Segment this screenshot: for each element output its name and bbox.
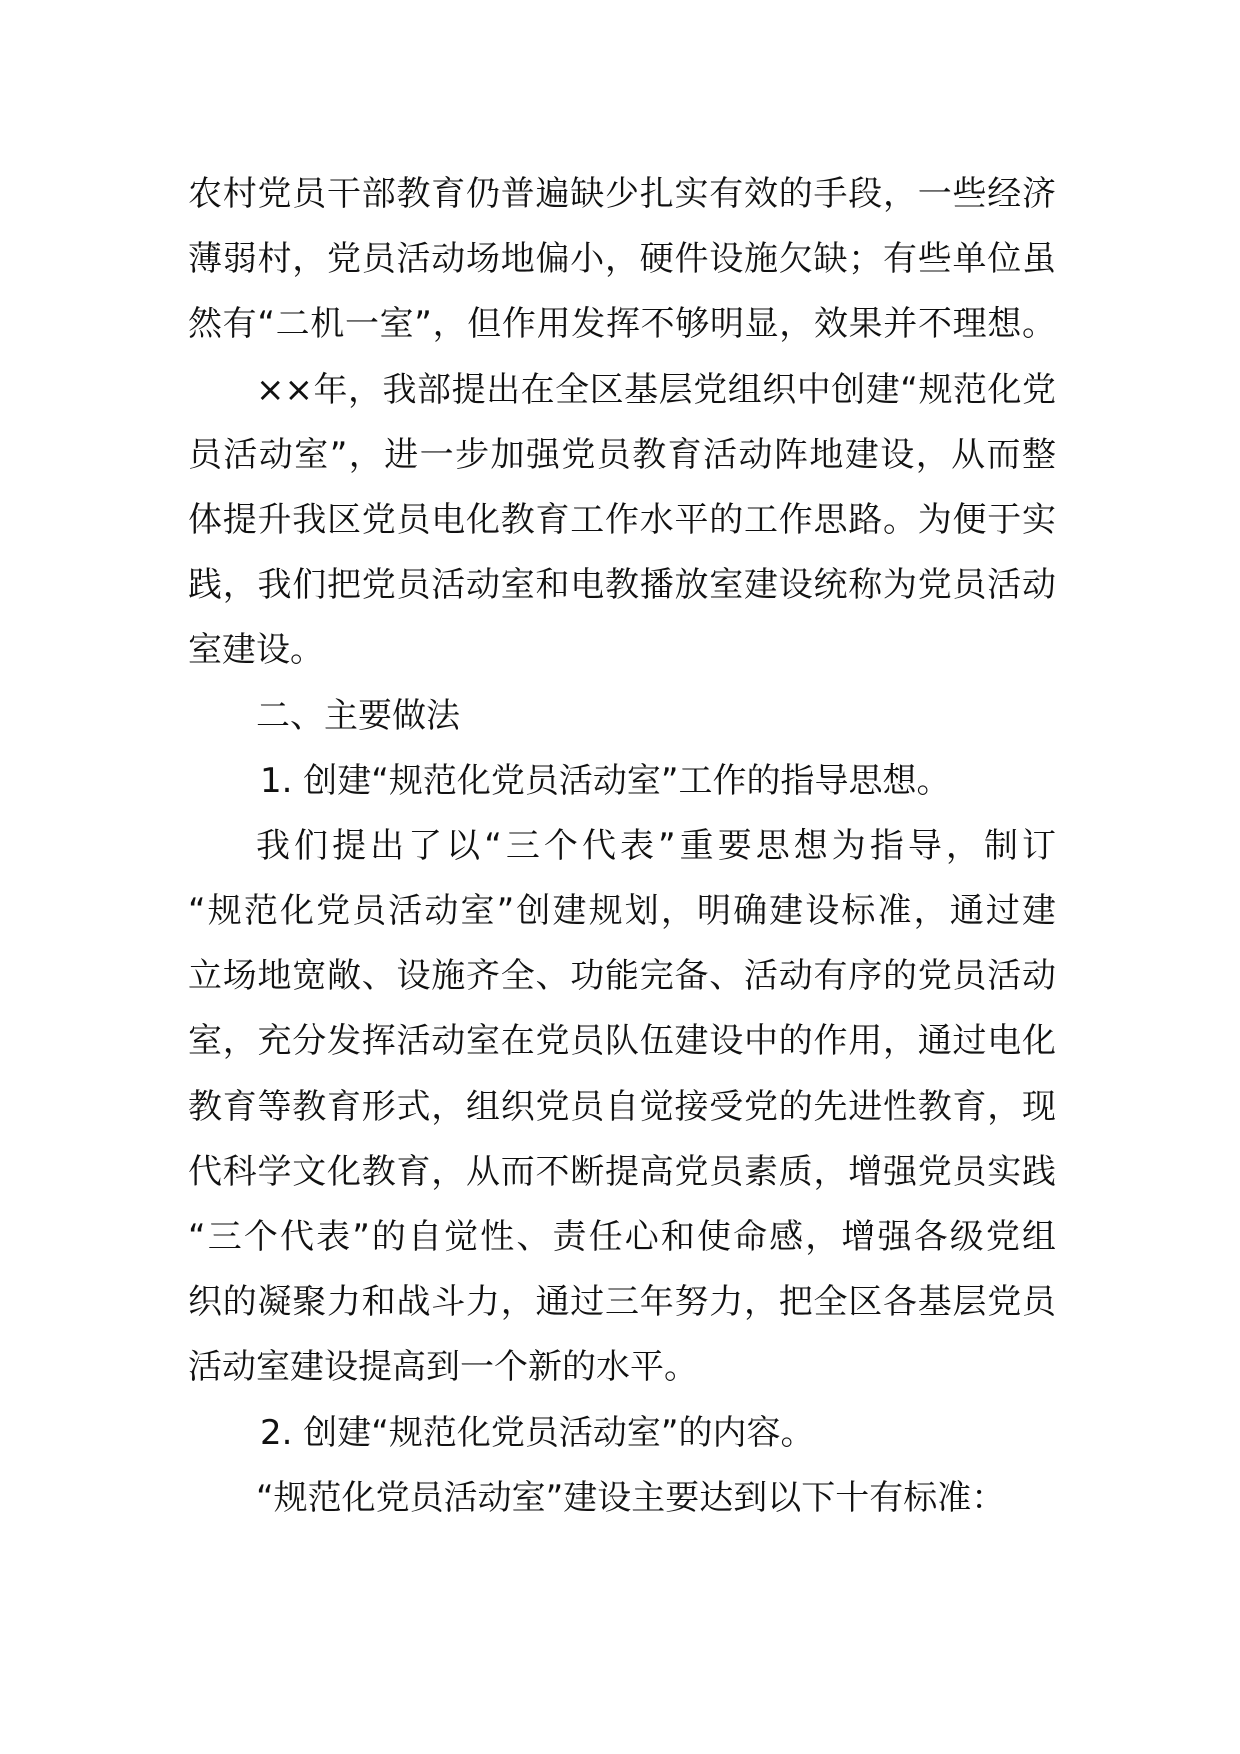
text-line: 织的凝聚力和战斗力，通过三年努力，把全区各基层党员 [188,1282,1056,1323]
text-line: 代科学文化教育，从而不断提高党员素质，增强党员实践 [188,1151,1056,1192]
text-line: 薄弱村，党员活动场地偏小，硬件设施欠缺；有些单位虽 [188,239,1056,280]
paragraph-start-line: “规范化党员活动室”建设主要达到以下十有标准： [256,1477,1006,1518]
text-line: 教育等教育形式，组织党员自觉接受党的先进性教育，现 [188,1086,1056,1127]
text-line: 室建设。 [188,630,324,671]
text-line: 然有“二机一室”，但作用发挥不够明显，效果并不理想。 [188,304,1056,345]
text-line: 立场地宽敞、设施齐全、功能完备、活动有序的党员活动 [188,956,1056,997]
text-line: 室，充分发挥活动室在党员队伍建设中的作用，通过电化 [188,1021,1056,1062]
text-line: “规范化党员活动室”创建规划，明确建设标准，通过建 [188,891,1056,932]
text-line: 体提升我区党员电化教育工作水平的工作思路。为便于实 [188,499,1056,540]
text-line: 践，我们把党员活动室和电教播放室建设统称为党员活动 [188,565,1056,606]
paragraph-start-line: 我们提出了以“三个代表”重要思想为指导，制订 [256,825,1056,866]
paragraph-start-line: ××年，我部提出在全区基层党组织中创建“规范化党 [256,369,1056,410]
subsection-heading: 2. 创建“规范化党员活动室”的内容。 [260,1412,815,1453]
text-line: “三个代表”的自觉性、责任心和使命感，增强各级党组 [188,1217,1056,1257]
section-heading: 二、主要做法 [256,695,460,736]
text-line: 农村党员干部教育仍普遍缺少扎实有效的手段，一些经济 [188,174,1056,214]
text-line: 员活动室”，进一步加强党员教育活动阵地建设，从而整 [188,434,1056,475]
subsection-heading: 1. 创建“规范化党员活动室”工作的指导思想。 [260,760,951,801]
document-body [188,162,1056,1531]
text-line: 活动室建设提高到一个新的水平。 [188,1347,698,1388]
